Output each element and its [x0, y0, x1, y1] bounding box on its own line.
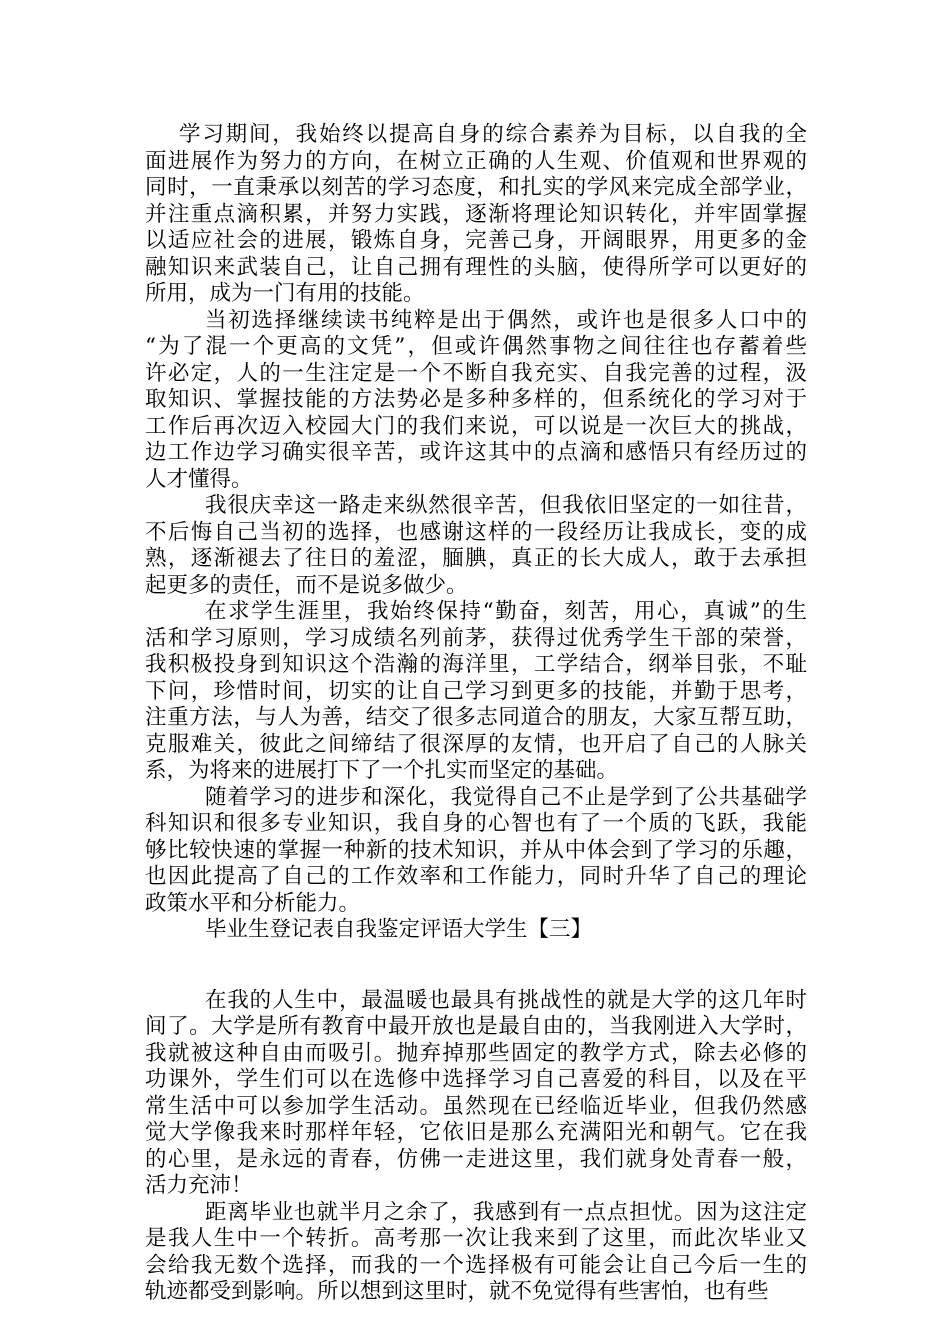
text-line: 我很庆幸这一路走来纵然很辛苦，但我依旧坚定的一如往昔，: [205, 493, 807, 518]
text-line: 熟，逐渐褪去了往日的羞涩，腼腆，真正的长大成人，敢于去承担: [145, 546, 807, 571]
text-line: 距离毕业也就半月之余了，我感到有一点点担忧。因为这注定: [205, 1199, 807, 1225]
section-heading: 毕业生登记表自我鉴定评语大学生【三】: [205, 917, 593, 942]
paragraph-p1: [145, 122, 807, 308]
text-line: 当初选择继续读书纯粹是出于偶然，或许也是很多人口中的: [205, 307, 807, 333]
text-line: 是我人生中一个转折。高考那一次让我来到了这里，而此次毕业又: [145, 1226, 807, 1251]
text-line: 许必定，人的一生注定是一个不断自我充实、自我完善的过程，汲: [145, 360, 807, 386]
text-line: 随着学习的进步和深化，我觉得自己不止是学到了公共基础学: [205, 784, 807, 810]
text-line: 同时，一直秉承以刻苦的学习态度，和扎实的学风来完成全部学业，: [145, 175, 807, 200]
paragraph-p4: [145, 599, 807, 785]
text-line: 人才懂得。: [145, 466, 253, 492]
text-line: “为了混一个更高的文凭”，但或许偶然事物之间往往也存蓄着些: [145, 334, 807, 359]
text-line: 轨迹都受到影响。所以想到这里时，就不免觉得有些害怕，也有些: [145, 1279, 769, 1304]
text-line: 系，为将来的进展打下了一个扎实而坚定的基础。: [145, 758, 619, 783]
text-line: 功课外，学生们可以在选修中选择学习自己喜爱的科目，以及在平: [145, 1067, 807, 1092]
text-line: 会给我无数个选择，而我的一个选择极有可能会让自己今后一生的: [145, 1252, 807, 1278]
paragraph-p2: [145, 308, 807, 494]
text-line: 不后悔自己当初的选择，也感谢这样的一段经历让我成长，变的成: [145, 519, 807, 545]
text-line: 我就被这种自由而吸引。抛弃掉那些固定的教学方式，除去必修的: [145, 1040, 807, 1066]
text-line: 起更多的责任，而不是说多做少。: [145, 572, 468, 598]
text-line: 觉大学像我来时那样年轻，它依旧是那么充满阳光和朝气。它在我: [145, 1120, 807, 1145]
blank-line: [145, 944, 807, 988]
text-line: 以适应社会的进展，锻炼自身，完善己身，开阔眼界，用更多的金: [145, 228, 807, 253]
text-line: 常生活中可以参加学生活动。虽然现在已经临近毕业，但我仍然感: [145, 1093, 807, 1119]
text-line: 并注重点滴积累，并努力实践，逐渐将理论知识转化，并牢固掌握: [145, 201, 807, 227]
text-line: 融知识来武装自己，让自己拥有理性的头脑，使得所学可以更好的: [145, 254, 807, 280]
document-body-part-1: [145, 122, 807, 917]
text-line: 边工作边学习确实很辛苦，或许这其中的点滴和感悟只有经历过的: [145, 440, 807, 465]
paragraph-p3: [145, 493, 807, 599]
text-line: 间了。大学是所有教育中最开放也是最自由的，当我刚进入大学时，: [145, 1014, 807, 1039]
text-line: 注重方法，与人为善，结交了很多志同道合的朋友，大家互帮互助，: [145, 705, 807, 730]
text-line: 活和学习原则，学习成绩名列前茅，获得过优秀学生干部的荣誉，: [145, 625, 807, 651]
text-line: 政策水平和分析能力。: [145, 890, 361, 916]
text-line: 在我的人生中，最温暖也最具有挑战性的就是大学的这几年时: [205, 987, 807, 1013]
text-line: 取知识、掌握技能的方法势必是多种多样的，但系统化的学习对于: [145, 387, 807, 412]
text-line: 活力充沛！: [145, 1173, 253, 1198]
text-line: 工作后再次迈入校园大门的我们来说，可以说是一次巨大的挑战，: [145, 413, 807, 439]
paragraph-p7: [145, 1200, 807, 1306]
text-line: 的心里，是永远的青春，仿佛一走进这里，我们就身处青春一般，: [145, 1146, 807, 1172]
text-line: 所用，成为一门有用的技能。: [145, 281, 425, 306]
paragraph-p5: [145, 785, 807, 918]
text-line: 下问，珍惜时间，切实的让自己学习到更多的技能，并勤于思考，: [145, 678, 807, 704]
text-line: 面进展作为努力的方向，在树立正确的人生观、价值观和世界观的: [145, 148, 807, 174]
document-page: [145, 122, 807, 1306]
text-line: 学习期间，我始终以提高自身的综合素养为目标，以自我的全: [179, 122, 807, 147]
paragraph-p6: [145, 988, 807, 1200]
text-line: 也因此提高了自己的工作效率和工作能力，同时升华了自己的理论: [145, 864, 807, 889]
text-line: 我积极投身到知识这个浩瀚的海洋里，工学结合，纲举目张，不耻: [145, 652, 807, 677]
document-body-part-2: [145, 988, 807, 1306]
text-line: 克服难关，彼此之间缔结了很深厚的友情，也开启了自己的人脉关: [145, 731, 807, 757]
text-line: 够比较快速的掌握一种新的技术知识，并从中体会到了学习的乐趣，: [145, 837, 807, 863]
text-line: 在求学生涯里，我始终保持“勤奋，刻苦，用心，真诚”的生: [205, 599, 807, 624]
text-line: 科知识和很多专业知识，我自身的心智也有了一个质的飞跃，我能: [145, 811, 807, 836]
